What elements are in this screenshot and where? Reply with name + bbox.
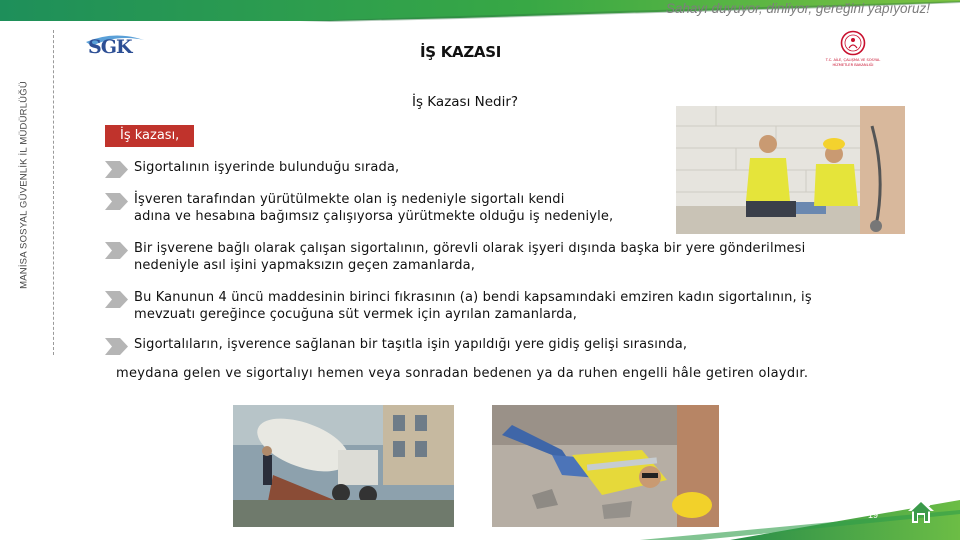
bullet-text-line: Bu Kanunun 4 üncü maddesinin birinci fıkrasının (a) bendi kapsamındaki emziren kadın sigortalının, iş bbox=[134, 290, 812, 305]
bullet-text-line: İşveren tarafından yürütülmekte olan iş nedeniyle sigortalı kendi bbox=[134, 192, 565, 207]
sgk-logo bbox=[84, 34, 146, 68]
side-divider bbox=[53, 30, 54, 355]
ministry-logo-text: T.C. AİLE, ÇALIŞMA VE SOSYAL HİZMETLER BAKANLIĞI bbox=[825, 58, 881, 67]
ministry-emblem-icon bbox=[840, 30, 866, 56]
home-icon[interactable] bbox=[906, 496, 936, 526]
bullet-text-line: nedeniyle asıl işini yapmaksızın geçen zamanlarda, bbox=[134, 258, 476, 273]
slide-subtitle: İş Kazası Nedir? bbox=[412, 94, 519, 110]
side-organization-label: MANİSA SOSYAL GÜVENLİK İL MÜDÜRLÜĞÜ bbox=[18, 81, 30, 289]
page-number: 19 bbox=[868, 510, 879, 520]
footer-banner bbox=[0, 500, 960, 540]
chevron-right-icon bbox=[105, 193, 128, 210]
slide-title: İŞ KAZASI bbox=[420, 43, 502, 61]
bullet-text-line: Sigortalıların, işverence sağlanan bir taşıtla işin yapıldığı yere gidiş gelişi sırasında, bbox=[134, 337, 688, 352]
conclusion-text: meydana gelen ve sigortalıyı hemen veya sonradan bedenen ya da ruhen engelli hâle getiren olaydır. bbox=[116, 366, 809, 381]
workers-injury-photo bbox=[676, 106, 905, 234]
ministry-logo bbox=[820, 30, 886, 70]
bullet-text-line: Sigortalının işyerinde bulunduğu sırada, bbox=[134, 160, 400, 175]
top-banner bbox=[0, 0, 960, 20]
intro-label: İş kazası, bbox=[105, 125, 194, 147]
sgk-logo-text: SGK bbox=[88, 36, 132, 58]
bullet-text-line: Bir işverene bağlı olarak çalışan sigortalının, görevli olarak işyeri dışında başka bir yere gönderilmesi bbox=[134, 241, 806, 256]
chevron-right-icon bbox=[105, 338, 128, 355]
header-slogan: Sahayı duyuyor, dinliyor, gereğini yapıyoruz! bbox=[665, 1, 930, 16]
chevron-right-icon bbox=[105, 242, 128, 259]
chevron-right-icon bbox=[105, 161, 128, 178]
bullet-text-line: mevzuatı gereğince çocuğuna süt vermek için ayrılan zamanlarda, bbox=[134, 307, 578, 322]
bullet-text-line: adına ve hesabına bağımsız çalışıyorsa yürütmekte olduğu iş nedeniyle, bbox=[134, 209, 614, 224]
chevron-right-icon bbox=[105, 291, 128, 308]
